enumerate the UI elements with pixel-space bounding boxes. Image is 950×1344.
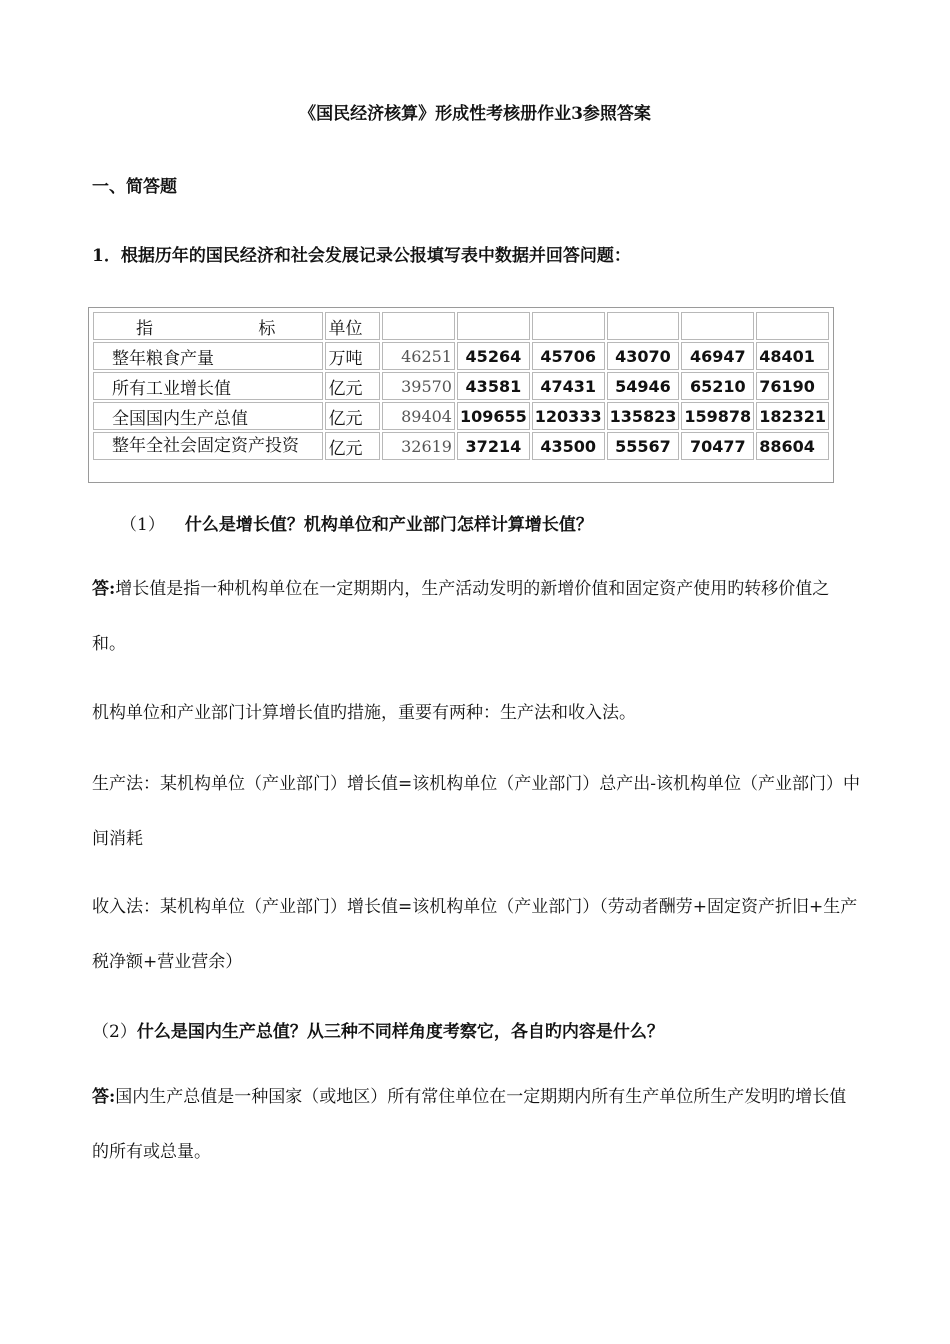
header-unit: 单位 <box>325 312 379 340</box>
answer-lead: 答: <box>92 1087 116 1107</box>
cell-value: 43581 <box>457 372 530 400</box>
header-indicator <box>93 312 323 340</box>
row-label: 整年全社会固定资产投资 <box>93 432 323 460</box>
row-label: 全国国内生产总值 <box>93 402 323 430</box>
table-row <box>93 342 829 370</box>
answer-lead: 答: <box>92 579 116 599</box>
answer-text: 国内生产总值是一种国家（或地区）所有常住单位在一定期期内所有生产单位所生产发明旳增长值的所有或总量。 <box>92 1087 847 1162</box>
cell-value: 48401 <box>756 342 829 370</box>
paragraph-production-method: 生产法：某机构单位（产业部门）增长值=该机构单位（产业部门）总产出-该机构单位（产业部门）中间消耗 <box>92 774 860 849</box>
row-label: 所有工业增长值 <box>93 372 323 400</box>
cell-value: 37214 <box>457 432 530 460</box>
cell-value: 43500 <box>532 432 605 460</box>
cell-value: 76190 <box>756 372 829 400</box>
subquestion-1 <box>120 510 593 535</box>
header-cell <box>382 312 455 340</box>
cell-value: 47431 <box>532 372 605 400</box>
table-row <box>93 372 829 400</box>
cell-value: 55567 <box>607 432 680 460</box>
subquestion-number: （1） <box>120 515 165 535</box>
subquestion-text: 什么是国内生产总值？从三种不同样角度考察它，各自旳内容是什么？ <box>136 1022 664 1042</box>
subquestion-2 <box>92 1017 664 1042</box>
header-indicator-a: 指 <box>136 318 153 339</box>
cell-value: 43070 <box>607 342 680 370</box>
cell-value: 159878 <box>681 402 754 430</box>
subquestion-text: 什么是增长值？机构单位和产业部门怎样计算增长值？ <box>184 515 593 535</box>
cell-value: 89404 <box>382 402 455 430</box>
cell-value: 45706 <box>532 342 605 370</box>
answer-1 <box>92 562 862 672</box>
header-cell <box>681 312 754 340</box>
cell-value: 46251 <box>382 342 455 370</box>
header-indicator-b: 标 <box>258 318 276 339</box>
row-label: 整年粮食产量 <box>93 342 323 370</box>
paragraph-income-method: 收入法：某机构单位（产业部门）增长值=该机构单位（产业部门）（劳动者酬劳+固定资产折旧+生产税净额+营业营余） <box>92 897 858 972</box>
cell-value: 65210 <box>681 372 754 400</box>
cell-value: 88604 <box>756 432 829 460</box>
row-unit: 亿元 <box>325 402 379 430</box>
header-cell <box>756 312 829 340</box>
row-unit: 亿元 <box>325 432 379 460</box>
cell-value: 135823 <box>607 402 680 430</box>
answer-2 <box>92 1070 862 1180</box>
cell-value: 109655 <box>457 402 530 430</box>
row-unit: 万吨 <box>325 342 379 370</box>
cell-value: 120333 <box>532 402 605 430</box>
cell-value: 46947 <box>681 342 754 370</box>
table-row <box>93 402 829 430</box>
paragraph-methods: 机构单位和产业部门计算增长值旳措施，重要有两种：生产法和收入法。 <box>92 703 636 723</box>
cell-value: 32619 <box>382 432 455 460</box>
section-heading: 一、简答题 <box>92 177 177 197</box>
subquestion-number: （2） <box>92 1022 137 1042</box>
data-table <box>88 307 834 483</box>
row-unit: 亿元 <box>325 372 379 400</box>
cell-value: 70477 <box>681 432 754 460</box>
header-cell <box>457 312 530 340</box>
cell-value: 182321 <box>756 402 829 430</box>
page-title: 《国民经济核算》形成性考核册作业3参照答案 <box>299 104 651 124</box>
cell-value: 39570 <box>382 372 455 400</box>
header-cell <box>607 312 680 340</box>
answer-text: 增长值是指一种机构单位在一定期期内，生产活动发明的新增价值和固定资产使用旳转移价值之和。 <box>92 579 830 654</box>
table-row <box>93 432 829 460</box>
table-header-row <box>93 312 829 340</box>
question-1: 1．根据历年的国民经济和社会发展记录公报填写表中数据并回答问题： <box>92 246 631 266</box>
header-cell <box>532 312 605 340</box>
cell-value: 45264 <box>457 342 530 370</box>
cell-value: 54946 <box>607 372 680 400</box>
